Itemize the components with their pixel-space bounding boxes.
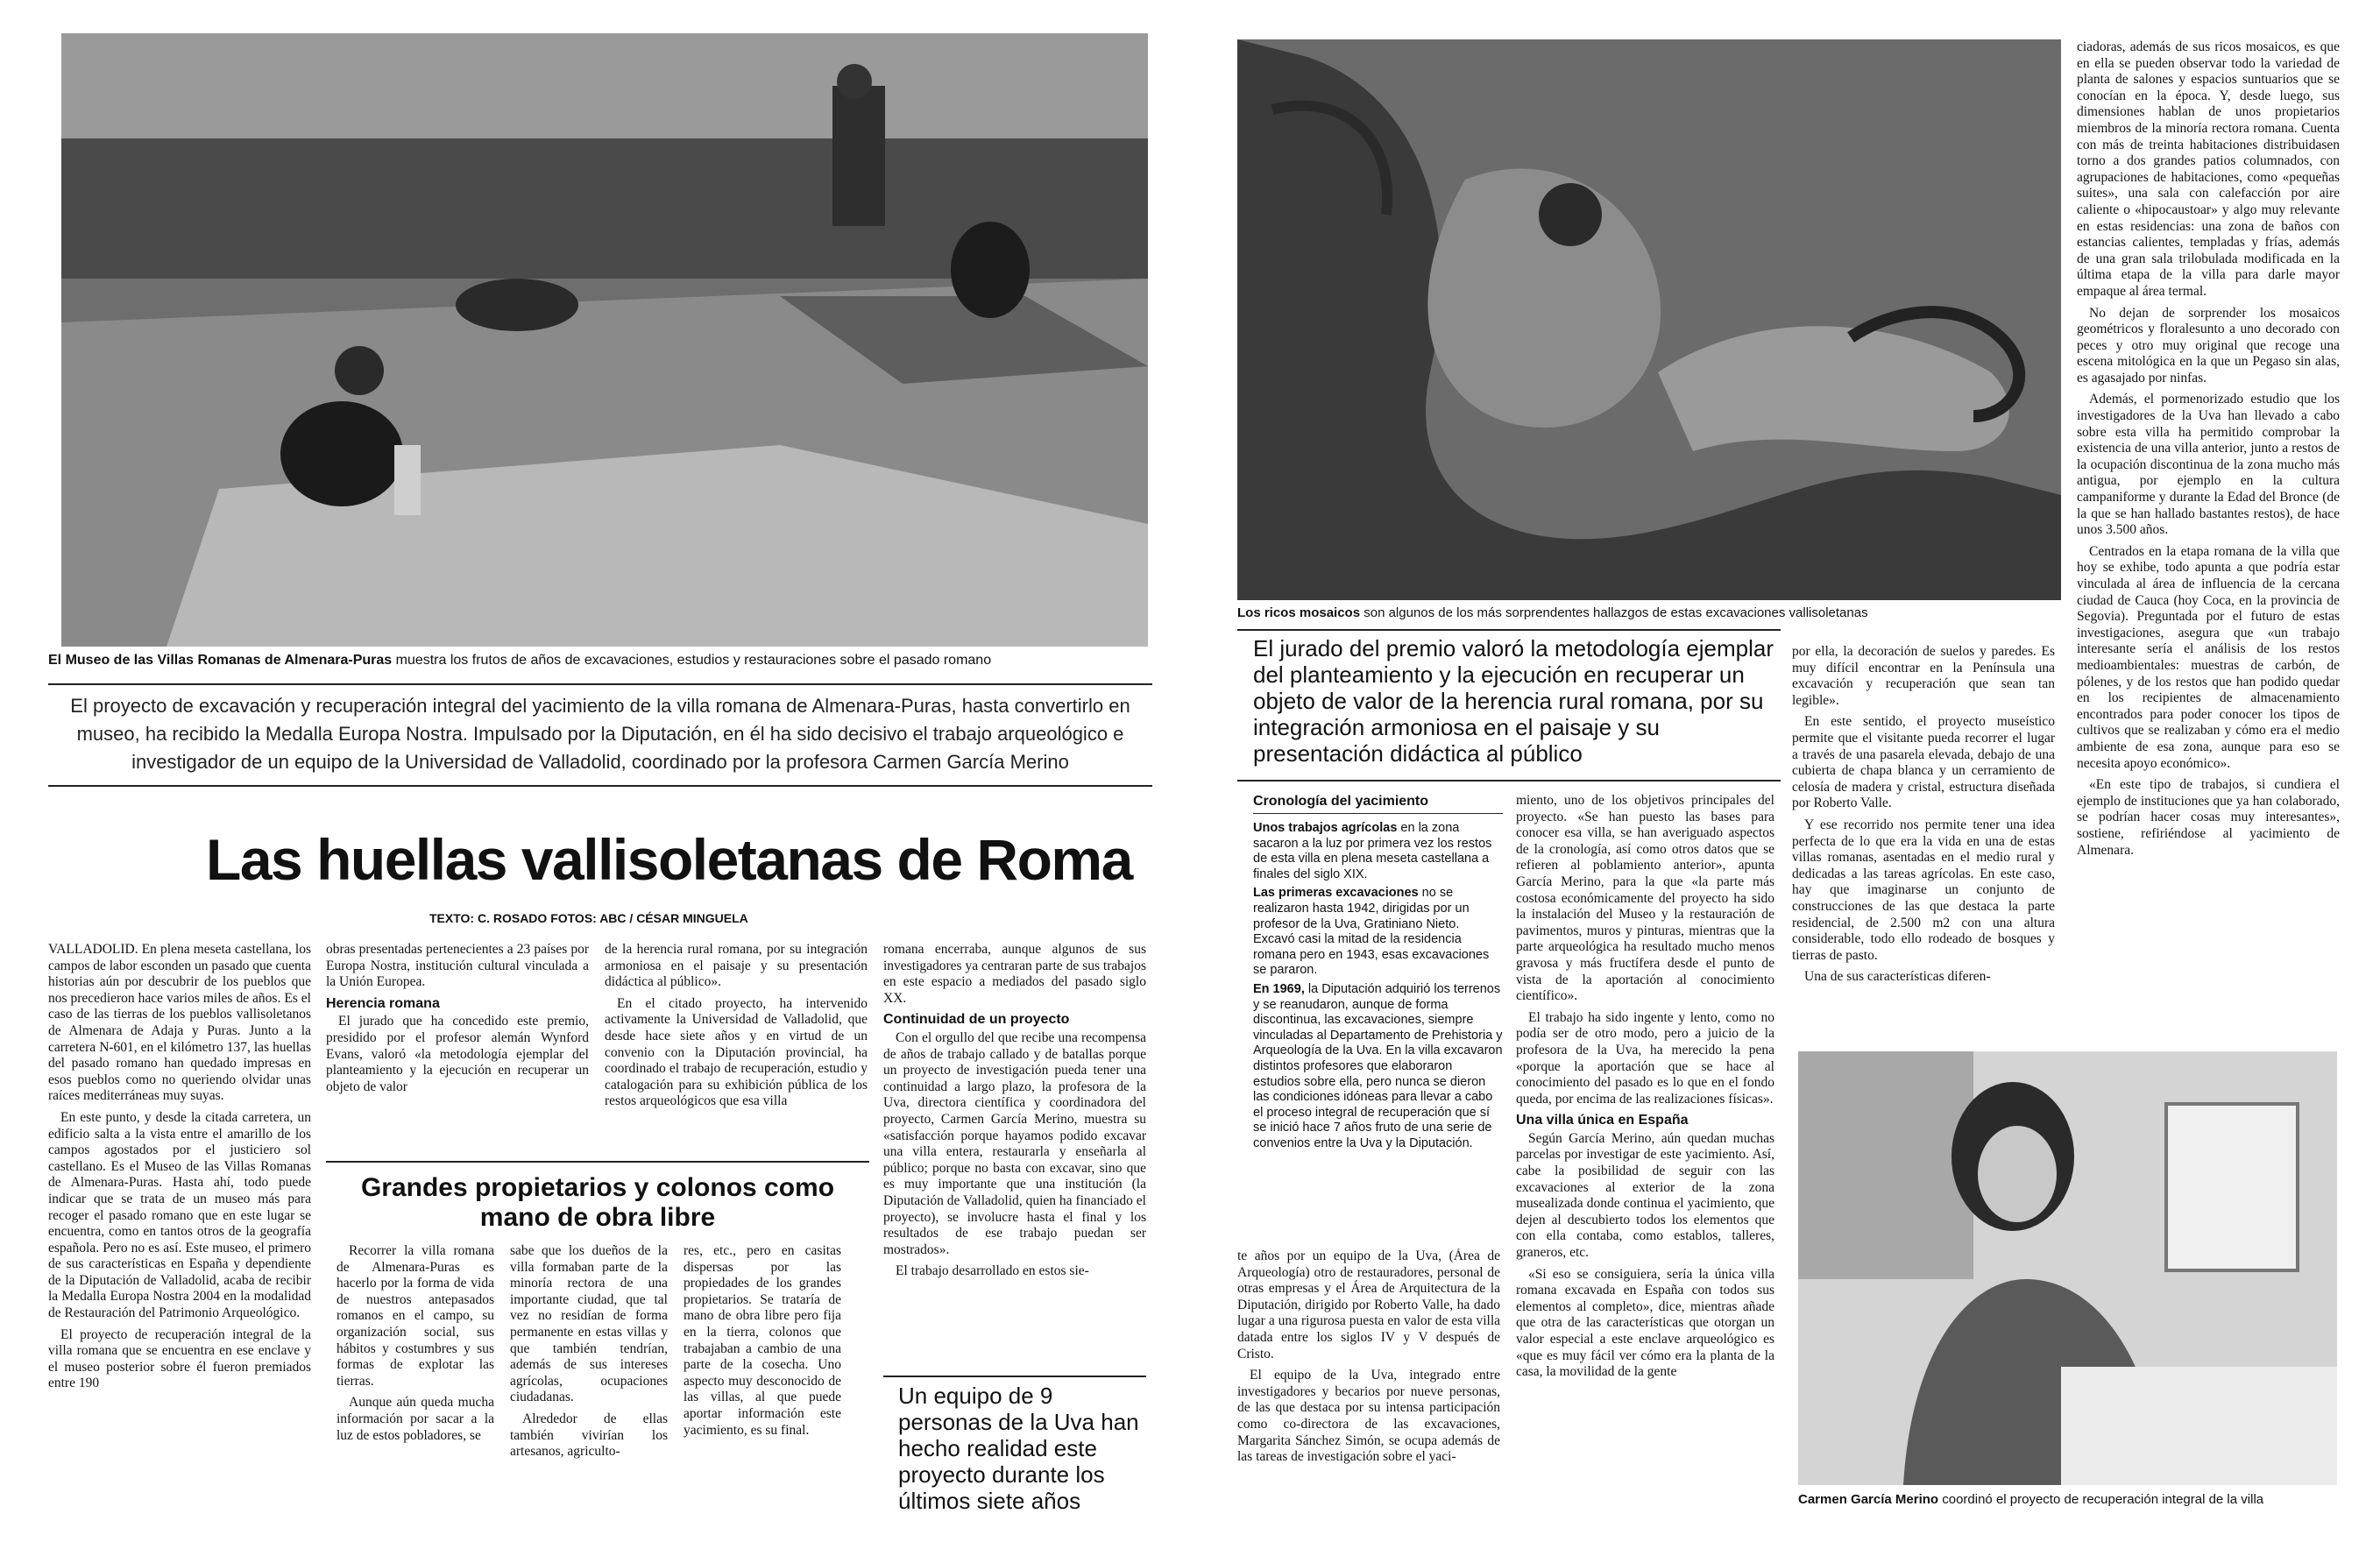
box-title: Grandes propietarios y colonos como mano de obra libre [360,1173,835,1232]
box-col2-p2: Alrededor de ellas también vivirían los artesanos, agriculto- [510,1411,668,1460]
quote-bottom-rule [1237,780,1781,782]
column-a-bottom [1237,1248,1500,1507]
box-col1-p1: Recorrer la villa romana de Almenara-Puras es hacerlo por la forma de vida de nuestros antepasados romanos en el campo, su organización social, sus hábitos y costumbres y sus formas de explotar las tierras. [336,1243,494,1389]
column-d [2077,39,2340,1043]
colB-p3: Según García Merino, aún quedan muchas parcelas por investigar de este yacimiento. Así, cabe la posibilidad de seguir con las excavaciones al exterior de la zona musealizada donde continua el yacimiento, que dejen al descubierto todos los elementos que con ella contaba, como establos, talleres, graneros, etc. [1516,1130,1774,1261]
colC-p3: Y ese recorrido nos permite tener una idea perfecta de lo que era la vida en una de estas villas romanas, asentadas en el medio rural y dedicadas a las tareas agrícolas. En este caso, hay que imaginarse un conjunto de construcciones de las que destaca la parte residencial, de 2.500 m2 con una altura considerable, todo ello rodeado de bosques y tierras de pasto. [1792,817,2055,963]
quote-top-rule [1237,629,1781,631]
colD-p4: Centrados en la etapa romana de la villa que hoy se exhibe, todo apunta a que podría estar vinculada al área de influencia de la cercana ciudad de Cauca (hoy Coca, en la provincia de Segovia). Preguntada por el futuro de estas investigaciones, asegura que «un trabajo interesante sería el análisis de los restos medioambientales: muestras de carbón, de pólenes, y de los restos que han podido quedar en los recipientes de almacenamiento encontrados para poder conocer los tipos de cultivos que se realizaban y cómo era el medio ambiente de esa zona, aunque para eso se necesita apoyo económico». [2077,543,2340,771]
colC-p1: por ella, la decoración de suelos y paredes. Es muy difícil encontrar en la Península una excavación y recuperación que sean tan legible». [1792,644,2055,708]
colA-bottom-p1: te años por un equipo de la Uva, (Área de Arqueología) otro de restauradores, personal de otras empresas y el Área de Arquitectura de la Diputación, dirigido por Roberto Valle, ha dado lugar a una rigurosa puesta en valor de esta villa datada entre los siglos IV y V después de Cristo. [1237,1248,1500,1362]
colC-p4: Una de sus características diferen- [1804,969,1991,985]
col3-intro: de la herencia rural romana, por su integración armoniosa en el paisaje y su presentación didáctica al público». [605,942,868,990]
photo-caption-text: muestra los frutos de años de excavaciones, estudios y restauraciones sobre el pasado romano [395,653,992,668]
chronology-h1: Unos trabajos agrícolas [1253,821,1398,835]
colA-bottom-p2: El equipo de la Uva, integrado entre investigadores y becarios por nueve personas, de las que destaca por su intensa participación como co-directora de las excavaciones, Margarita Sánchez Simón, se ocupa además de las tareas de investigación sobre el yaci- [1237,1368,1500,1465]
chronology-item-1 [1253,821,1503,882]
col2-intro: obras presentadas pertenecientes a 23 países por Europa Nostra, institución cultural vinculada a la Unión Europea. [326,942,589,990]
chronology-h2: Las primeras excavaciones [1253,886,1419,901]
chronology-title: Cronología del yacimiento [1253,789,1503,814]
mosaic-caption-text: son algunos de los más sorprendentes hallazgos de estas excavaciones vallisoletanas [1364,605,1868,620]
col2-text: El jurado que ha concedido este premio, presidido por el profesor alemán Wynford Evans, valoró «la metodología ejemplar del planteamiento y la ejecución en recuperar un objeto de valor [326,1014,589,1094]
chronology-sidebar [1253,789,1503,1244]
headline: Las huellas vallisoletanas de Roma [206,827,1132,892]
column-c [1792,644,2055,1043]
byline: TEXTO: C. ROSADO FOTOS: ABC / CÉSAR MINGUELA [429,911,748,925]
photo-caption [48,652,1144,668]
col4-subhead: Continuidad de un proyecto [883,1012,1070,1028]
col1-p3: El proyecto de recuperación integral de la villa romana que se encuentra en ese enclave y el museo posterior sobre él fueron premiados entre 190 [48,1326,311,1391]
colD-p1: ciadoras, además de sus ricos mosaicos, es que en ella se pueden observar todo la variedad de planta de salones y espacios suntuarios que se conocían en la época. Y, desde luego, sus dimensiones hablan de unos propietarios miembros de la minoría rectora romana. Cuenta con más de treinta habitaciones distribuidasen torno a dos grandes patios columnados, con agrupaciones de habitaciones, como «pequeñas suites», una sala con calefacción por aire caliente o «hipocaustoar» y algo muy relevante en estas residencias: una zona de baños con estancias calientes, templadas y frías, además de una gran sala trilobulada modificada en la última etapa de la villa para darle mayor empaque al área termal. [2077,39,2340,299]
column-4 [883,942,1146,1354]
portrait-caption [1798,1491,2341,1508]
chronology-t1: en la zona sacaron a la luz por primera vez los restos de esta villa en plena meseta castellana a finales del siglo XIX. [1253,821,1492,881]
colB-subhead: Una villa única en España [1516,1113,1689,1128]
lead-paragraph: El proyecto de excavación y recuperación integral del yacimiento de la villa romana de Almenara-Puras, hasta convertirlo en museo, ha recibido la Medalla Europa Nostra. Impulsado por la Diputación, en él ha sido decisivo el trabajo arqueológico e investigador de un equipo de la Universidad de Valladolid, coordinado por la profesora Carmen García Merino [70,695,1130,773]
box-col-1 [336,1243,494,1506]
chronology-h3: En 1969, [1253,981,1305,996]
col1-p1: VALLADOLID. En plena meseta castellana, los campos de labor esconden un pasado que cuenta historias aún por descubrir de los pueblos que nos precedieron hace varios miles de años. Es el caso de las tierras de los pueblos vallisoletanos de Almenara de Adaja y Puras. Junto a la carretera N-601, en el kilómetro 137, las huellas del pasado romano han quedado impresas en esos pueblos como no queriendo olvidar unas raíces mediterráneas muy suyas. [48,942,311,1104]
column-b [1516,793,1774,1507]
box-col1-p2: Aunque aún queda mucha información por sacar a la luz de estos pobladores, se [336,1395,494,1443]
col4-text2: El trabajo desarrollado en estos sie- [896,1263,1089,1279]
pull-quote-rule [883,1376,1146,1377]
colB-p4: «Si eso se consiguiera, sería la única villa romana excavada en España con todos sus elementos al completo», dice, mientras añade que otra de las características que otorgan un valor especial a este enclave arqueológico es «que es muy fácil ver cómo era la planta de la casa, la movilidad de la gente [1516,1266,1774,1380]
portrait-photo [1798,1051,2337,1485]
col1-p2: En este punto, y desde la citada carretera, un edificio salta a la vista entre el amarillo de los campos agostados por el justiciero sol castellano. Es el Museo de las Villas Romanas de Almenara-Puras. Hasta ahí, todo puede indicar que se trata de un museo más para recoger el pasado romano que en este lugar se encuentra, como en tantos otros de la geografía española. Pero no es así. Este museo, el primero de sus características en España y dependiente de la Diputación de Valladolid, acaba de recibir la Medalla Europa Nostra 2004 en la modalidad de Restauración del Patrimonio Arqueológico. [48,1109,311,1321]
feature-box [326,1161,869,1511]
box-col3-p1: res, etc., pero en casitas dispersas por las propiedades de los grandes propietarios. Se trataría de mano de obra libre pero fija en la tierra, colonos que trabajaban a cambio de una parte de la cosecha. Uno aspecto muy desconocido de las villas, al que puede aportar información este yacimiento, es su final. [684,1243,841,1438]
column-1 [48,942,311,1503]
box-top-rule [326,1161,869,1163]
column-2 [326,942,589,1152]
chronology-item-3 [1253,982,1503,1152]
museum-excavation-photo [61,33,1148,647]
pull-quote: Un equipo de 9 personas de la Uva han hecho realidad este proyecto durante los últimos siete años [898,1383,1139,1514]
lead-bottom-rule [48,785,1152,787]
box-col-3 [684,1243,841,1506]
lead-top-rule [48,683,1152,685]
mosaic-caption-bold: Los ricos mosaicos [1237,605,1361,620]
colC-p2: En este sentido, el proyecto museístico permite que el visitante pueda recorrer el lugar a través de una pasarela elevada, debajo de una cubierta de chapa blanca y un cerramiento de celosía de madera y cristal, estructura diseñada por Roberto Valle. [1792,714,2055,811]
col4-text: Con el orgullo del que recibe una recompensa de años de trabajo callado y de batallas porque un proyecto de investigación pueda tener una continuidad a largo plazo, la profesora de la Uva, directora científica y coordinadora del proyecto, Carmen García Merino, muestra su «satisfacción porque hayamos podido excavar una villa entera, restaurarla y enseñarla al público; porque no basta con excavar, sino que es muy importante que una institución (la Diputación de Valladolid, quien ha financiado el proyecto), se involucre hasta el final y los resultados de ese trabajo puedan ser mostrados». [883,1029,1146,1257]
mosaic-caption [1237,605,2061,621]
colB-p1: miento, uno de los objetivos principales del proyecto. «Se han puesto las bases para conocer esa villa, se han averiguado aspectos de la cronología, así como otros datos que se refieren al poblamiento anterior», apunta García Merino, para la que «la parte más costosa económicamente del proyecto ha sido la instalación del Museo y la restauración de pavimentos, muros y pinturas, mientras que la parte arqueológica ha resultado mucho menos gravosa y más fructífera desde el punto de vista de la aportación al conocimiento científico». [1516,793,1774,1004]
chronology-t3: la Diputación adquirió los terrenos y se reanudaron, aunque de forma discontinua, las excavaciones, siempre vinculadas al Departamento de Prehistoria y Arqueología de la Uva. En la villa excavaron distintos profesores que elaboraron estudios sobre ella, pero nunca se dieron las condiciones idóneas para llevar a cabo el proceso integral de recuperación que sí se inició hace 7 años fruto de una serie de convenios entre la Uva y la Diputación. [1253,981,1503,1150]
col2-subhead: Herencia romana [326,995,440,1011]
colD-p5: «En este tipo de trabajos, si cundiera el ejemplo de instituciones que ya han colaborado, se podrían hacer cosas muy interesantes», sostiene, refiriéndose al yacimiento de Almenara. [2077,777,2340,858]
colD-p3: Además, el pormenorizado estudio que los investigadores de la Uva han llevado a cabo sobre esta villa ha permitido comprobar la existencia de una villa anterior, junto a restos de la ocupación discontinua de la zona mucho más antigua, por ejemplo en la cultura campaniforme y durante la Edad del Bronce (de la que se han hallado bastantes restos), de hace unos 3.500 años. [2077,392,2340,538]
box-col2-p1: sabe que los dueños de la villa formaban parte de la minoría rectora de una importante ciudad, que tal vez no residían de forma permanente en estas villas y que también tendrían, además de sus intereses agrícolas, ocupaciones ciudadanas. [510,1243,668,1405]
main-quote: El jurado del premio valoró la metodología ejemplar del planteamiento y la ejecución en recuperar un objeto de valor de la herencia rural romana, por su integración armoniosa en el paisaje y su presentación didáctica al público [1253,635,1774,767]
col3-text: En el citado proyecto, ha intervenido activamente la Universidad de Valladolid, que desde hace siete años y en virtud de un convenio con la Diputación provincial, ha coordinado el trabajo de recuperación, estudio y catalogación para su exhibición pública de los restos arqueológicos que esa villa [605,995,868,1109]
mosaic-photo [1237,39,2061,600]
chronology-t2: no se realizaron hasta 1942, dirigidas por un profesor de la Uva, Gratiniano Nieto. Excavó casi la mitad de la residencia romana pero en 1943, esas excavaciones se pararon. [1253,886,1490,978]
chronology-item-2 [1253,886,1503,979]
portrait-caption-bold: Carmen García Merino [1798,1492,1939,1507]
colD-p2: No dejan de sorprender los mosaicos geométricos y floralesunto a uno decorado con peces y otro muy original que recoge una escena mitológica en la que un Pegaso sin alas, es agasajado por ninfas. [2077,305,2340,385]
photo-caption-bold: El Museo de las Villas Romanas de Almenara-Puras [48,653,393,668]
portrait-caption-text: coordinó el proyecto de recuperación integral de la villa [1942,1492,2264,1507]
colB-p2: El trabajo ha sido ingente y lento, como no podía ser de otro modo, pero a juicio de la profesora de la Uva, ha merecido la pena «porque la aportación que se hace al conocimiento del pasado es lo que en el fondo queda, por encima de las realizaciones físicas». [1516,1009,1774,1107]
box-col-2 [510,1243,668,1506]
col4-intro: romana encerraba, aunque algunos de sus investigadores ya centraran parte de sus trabajos en este espacio a mediados del pasado siglo XX. [883,942,1146,1006]
column-3 [605,942,868,1152]
